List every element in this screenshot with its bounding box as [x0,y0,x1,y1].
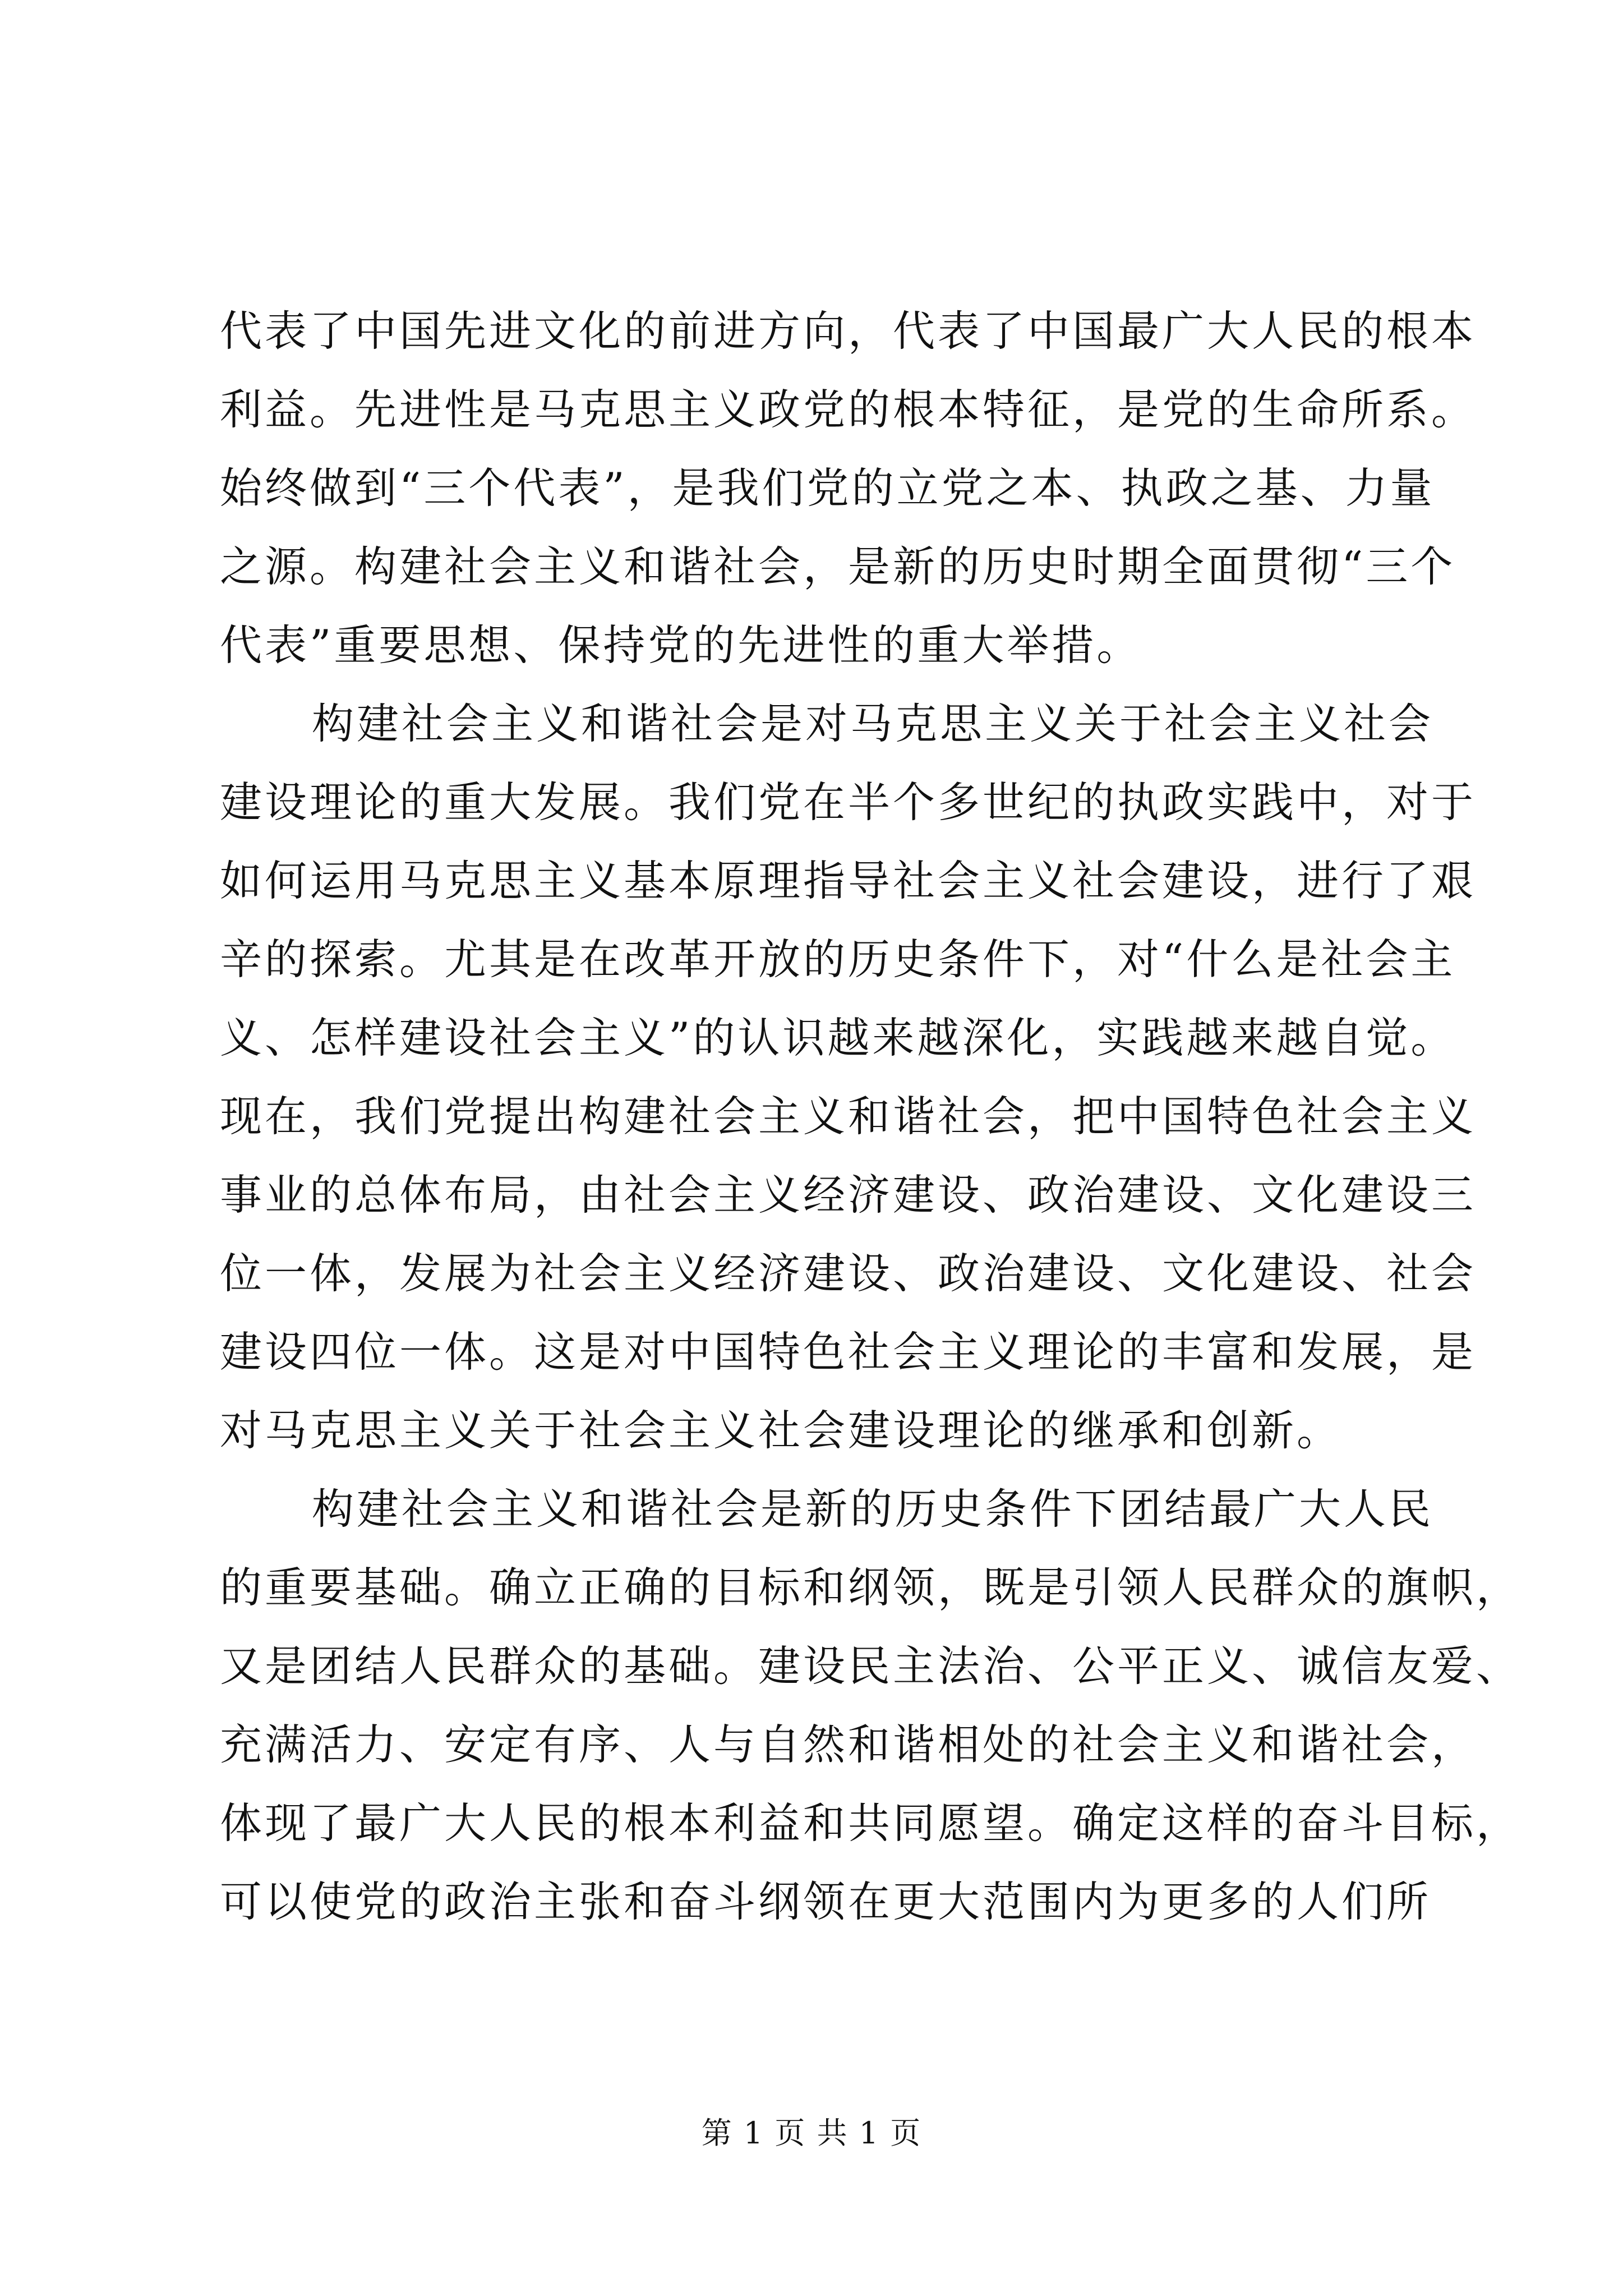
text-line: 建设四位一体。这是对中国特色社会主义理论的丰富和发展，是 [220,1327,1477,1377]
document-body [220,292,1521,1941]
text-line: 的重要基础。确立正确的目标和纲领，既是引领人民群众的旗帜， [220,1563,1521,1612]
text-line: 事业的总体布局，由社会主义经济建设、政治建设、文化建设三 [220,1170,1477,1220]
text-line: 之源。构建社会主义和谐社会，是新的历史时期全面贯彻“三个 [220,542,1456,591]
text-line: 体现了最广大人民的根本利益和共同愿望。确定这样的奋斗目标， [220,1798,1521,1848]
text-line: 现在，我们党提出构建社会主义和谐社会，把中国特色社会主义 [220,1092,1477,1141]
text-line: 义、怎样建设社会主义”的认识越来越深化，实践越来越自觉。 [220,1013,1456,1062]
text-line: 建设理论的重大发展。我们党在半个多世纪的执政实践中，对于 [220,777,1477,827]
page-footer [0,2109,1623,2152]
text-line: 对马克思主义关于社会主义社会建设理论的继承和创新。 [220,1406,1342,1455]
text-line: 代表”重要思想、保持党的先进性的重大举措。 [220,620,1142,670]
page-number: 第 1 页 共 1 页 [701,2115,922,2151]
text-line: 位一体，发展为社会主义经济建设、政治建设、文化建设、社会 [220,1249,1477,1298]
paragraph-first-line: 构建社会主义和谐社会是对马克思主义关于社会主义社会 [312,699,1434,748]
text-line: 又是团结人民群众的基础。建设民主法治、公平正义、诚信友爱、 [220,1641,1521,1691]
text-line: 辛的探索。尤其是在改革开放的历史条件下，对“什么是社会主 [220,935,1456,984]
paragraph-first-line: 构建社会主义和谐社会是新的历史条件下团结最广大人民 [312,1484,1434,1534]
text-line: 充满活力、安定有序、人与自然和谐相处的社会主义和谐社会， [220,1720,1477,1769]
text-line: 始终做到“三个代表”，是我们党的立党之本、执政之基、力量 [220,463,1435,513]
text-line: 可以使党的政治主张和奋斗纲领在更大范围内为更多的人们所 [220,1877,1432,1926]
text-line: 利益。先进性是马克思主义政党的根本特征，是党的生命所系。 [220,385,1477,434]
text-line: 如何运用马克思主义基本原理指导社会主义社会建设，进行了艰 [220,856,1477,905]
text-line: 代表了中国先进文化的前进方向，代表了中国最广大人民的根本 [220,306,1477,356]
